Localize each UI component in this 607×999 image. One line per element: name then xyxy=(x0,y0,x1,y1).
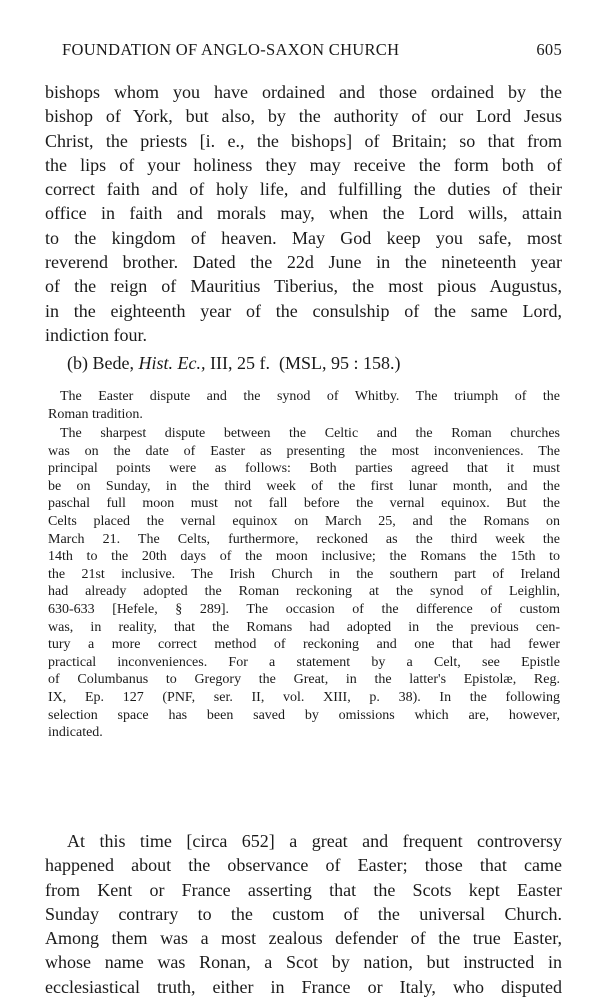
text-line: ecclesiastical truth, either in France or Italy, who disputed xyxy=(45,976,562,997)
text-line: The Easter dispute and the synod of Whitby. The triumph of the xyxy=(60,389,560,404)
text-line: from Kent or France asserting that the Scots kept Easter xyxy=(45,879,562,900)
text-line: Roman tradition. xyxy=(48,406,143,422)
running-head-title: FOUNDATION OF ANGLO-SAXON CHURCH xyxy=(62,40,400,59)
text-line: practical inconveniences. For a statement by a Celt, see Epistle xyxy=(48,654,560,670)
paragraph-bede-excerpt xyxy=(45,829,562,999)
text-line: reverend brother. Dated the 22d June in the nineteenth year xyxy=(45,252,562,273)
running-head xyxy=(62,40,562,60)
text-line: indicated. xyxy=(48,725,103,741)
text-line: March 21. The Celts, furthermore, reckoned as the third week the xyxy=(48,531,560,547)
text-line: whose name was Ronan, a Scot by nation, but instructed in xyxy=(45,952,562,973)
text-line: paschal full moon must not fall before the vernal equinox. But the xyxy=(48,496,560,512)
text-line: principal points were as follows: Both parties agreed that it must xyxy=(48,461,560,477)
source-citation xyxy=(67,353,400,374)
text-line: Celts placed the vernal equinox on March 25, and the Romans on xyxy=(48,513,560,529)
source-label: (b) xyxy=(67,353,88,373)
text-line: correct faith and of holy life, and fulfilling the duties of their xyxy=(45,179,562,200)
text-line: indiction four. xyxy=(45,324,147,345)
text-line: was on the date of Easter as presenting the most inconveniences. The xyxy=(48,443,560,459)
text-line: of the reign of Mauritius Tiberius, the most pious Augustus, xyxy=(45,276,562,297)
selection-summary xyxy=(48,388,560,423)
text-line: happened about the observance of Easter; those that came xyxy=(45,855,562,876)
source-work: Hist. Ec., xyxy=(138,353,206,373)
text-line: was, in reality, that the Romans had adopted in the previous cen- xyxy=(48,619,560,635)
editorial-note xyxy=(48,425,560,742)
text-line: to the kingdom of heaven. May God keep you safe, most xyxy=(45,227,562,248)
text-line: bishop of York, but also, by the authority of our Lord Jesus xyxy=(45,106,562,127)
paragraph-letter-conclusion xyxy=(45,80,562,347)
text-line: Among them was a most zealous defender of the true Easter, xyxy=(45,928,562,949)
text-line: 14th to the 20th days of the moon inclusive; the Romans the 15th to xyxy=(48,549,560,565)
source-migne-citation: (MSL, 95 : 158.) xyxy=(278,353,401,373)
text-line: of Columbanus to Gregory the Great, in the latter's Epistolæ, Reg. xyxy=(48,672,560,688)
text-line: At this time [circa 652] a great and frequent controversy xyxy=(67,831,562,851)
text-line: Christ, the priests [i. e., the bishops] of Britain; so that from xyxy=(45,130,562,151)
text-line: selection space has been saved by omissions which are, however, xyxy=(48,707,560,723)
text-line: bishops whom you have ordained and those ordained by the xyxy=(45,82,562,102)
page-number: 605 xyxy=(536,40,562,59)
source-author: Bede, xyxy=(92,353,134,373)
text-line: 630-633 [Hefele, § 289]. The occasion of the difference of custom xyxy=(48,601,560,617)
text-line: The sharpest dispute between the Celtic and the Roman churches xyxy=(60,426,560,441)
text-line: the 21st inclusive. The Irish Church in the southern part of Ireland xyxy=(48,566,560,582)
text-line: Sunday contrary to the custom of the universal Church. xyxy=(45,903,562,924)
source-ref: III, 25 f. xyxy=(209,353,270,373)
text-line: the lips of your holiness they may receive the form both of xyxy=(45,154,562,175)
text-line: office in faith and morals may, when the Lord wills, attain xyxy=(45,203,562,224)
text-line: tury a more correct method of reckoning and one that had fewer xyxy=(48,637,560,653)
text-line: in the eighteenth year of the consulship of the same Lord, xyxy=(45,300,562,321)
text-line: be on Sunday, in the third week of the first lunar month, and the xyxy=(48,478,560,494)
text-line: had already adopted the Roman reckoning at the synod of Leighlin, xyxy=(48,584,560,600)
text-line: IX, Ep. 127 (PNF, ser. II, vol. XIII, p. 38). In the following xyxy=(48,689,560,705)
